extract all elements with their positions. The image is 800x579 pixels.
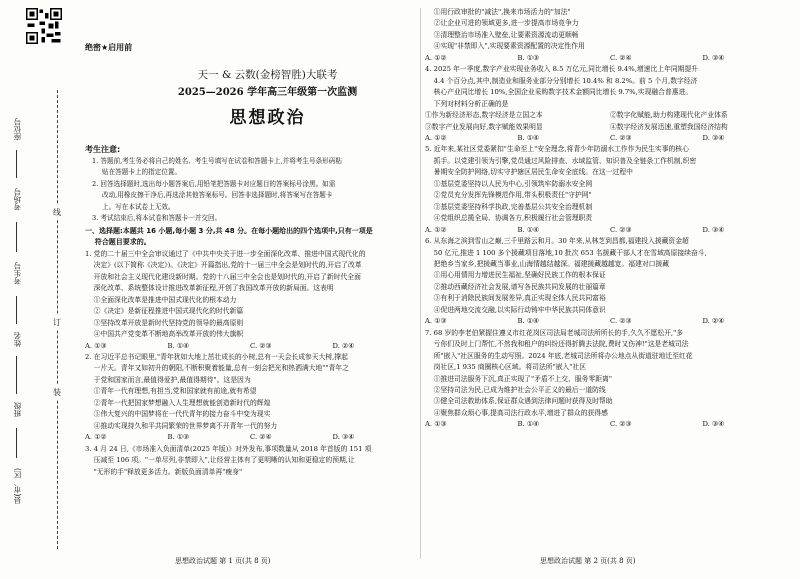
answer-option: D. ③④ — [702, 420, 725, 429]
question-text: 2. 在习近平总书记眼里,"青年犹如大地上茁壮成长的小树,总有一天会长成参天大树,撑起 — [85, 352, 348, 361]
left-column — [85, 226, 415, 478]
question-text: ①用心用情用力增进民生福祉,坚确好民族工作的根本保证 — [425, 271, 606, 280]
notice-item: 1. 答题前,考生务必将自己的姓名、考生号填写在试卷和答题卡上,并将考生号条形码粘 — [92, 157, 342, 165]
answer-option: A. ①③ — [425, 420, 447, 429]
question-text: ④推动实现持久和平共同繁荣的世界梦离不开青年一代的努力 — [85, 421, 278, 430]
answer-option: ④数字经济发展迅速,重塑我国经济结构 — [610, 122, 728, 131]
answer-option: ②数字化赋能,助力构建现代化产业体系 — [610, 111, 728, 120]
field-name: 姓名 — [13, 332, 22, 347]
question-text: ③有利于消除民族间发展差异,真正实现全体人民共同富裕 — [425, 294, 606, 303]
answer-option: ③数字产业发展向好,数字赋能效果明显 — [425, 122, 543, 131]
question-text: ①基层党委坚持以人民为中心,引领筑牢防溺水安全网 — [425, 179, 593, 188]
answer-option: B. ①④ — [517, 317, 540, 326]
answer-option: ①作为新经济形态,数字经济是立国之本 — [425, 111, 543, 120]
field-room-number: 考场号 — [13, 188, 22, 211]
confidential-mark: 绝密★启用前 — [85, 43, 133, 52]
question-text: ④实现"非禁即入",实现要素资源配置的决定性作用 — [425, 42, 585, 51]
question-text: 决定》(以下简称《决定》)。《决定》开篇指出,党的十一届三中全会是划时代的,开启了改革 — [85, 261, 362, 270]
answer-option: B. ①④ — [517, 225, 540, 234]
answer-option: A. ①② — [425, 225, 447, 234]
question-text: 4.4 个百分点,其中,制造业和服务业部分分别增长 10.4% 和 8.2%。前 5 个月,数字经济 — [425, 76, 698, 85]
answer-option: B. ①④ — [517, 420, 540, 429]
cut-mark-staple: 订 — [53, 315, 61, 330]
question-text: ②让企业可进的领域更多,进一步提高市场竞争力 — [425, 19, 579, 28]
qr-code-icon — [26, 8, 62, 44]
question-text: 6. 从东海之滨到雪山之巅,三千里路云和月。30 年来,从林芝到昌都,福建投入援藏资金超 — [425, 237, 689, 246]
field-class: 班级 — [13, 402, 22, 417]
answer-option: C. ②③ — [610, 225, 632, 234]
answer-option: C. ②④ — [610, 53, 632, 62]
answer-options — [85, 432, 415, 443]
question-text: 亏你们及时上门帮忙,不然我和租户的纠纷还得折腾去法院,费时又伤神!"这是老城司法 — [425, 340, 689, 349]
answer-option: D. ③④ — [702, 225, 725, 234]
answer-option: C. ②③ — [250, 341, 272, 350]
exam-name: 天一 & 云数(金榜智胜)大联考 — [197, 69, 338, 81]
answer-option: A. ①② — [425, 133, 447, 142]
question-text: ③健全司法救助体系,保证群众遇到法律问题时获得及时帮助 — [425, 397, 613, 406]
question-text: ④聚焦群众烦心事,提高司法行政水平,增进了群众的获得感 — [425, 408, 608, 417]
question-text: ②《决定》是新征程推进中国式现代化的时代新篇 — [85, 307, 244, 316]
question-text: 1. 党的二十届三中全会审议通过了《中共中央关于进一步全面深化改革、推进中国式现代化的 — [85, 249, 366, 258]
field-county: 县(市、区) — [13, 468, 22, 504]
cut-mark-line: 线 — [53, 205, 61, 220]
question-text: 7. 68 岁的李老伯紧握住遵义市红花岗区司法局老城司法所所长的手,久久不愿松开,"多 — [425, 328, 683, 337]
answer-options — [425, 53, 795, 64]
answer-options — [85, 341, 415, 352]
question-text: 暑期安全防护网络,切实守护辖区居民生命安全底线。在这一过程中 — [425, 168, 633, 177]
notice-item: 上。写在本试卷上无效。 — [102, 202, 175, 211]
fill-line — [16, 356, 17, 394]
notice-item: 3. 考试结束后,将本试卷和答题卡一并交回。 — [92, 214, 222, 223]
answer-option: B. ①③ — [517, 53, 540, 62]
answer-option: D. ③④ — [702, 53, 725, 62]
answer-option: B. ①③ — [167, 433, 190, 442]
answer-options — [425, 316, 795, 327]
question-text: 抓手。以党建引领为引擎,党员通过风险排查、水域监管、知识普及全链条工作机制,织密 — [425, 156, 697, 165]
section-heading: 一、选择题:本题共 16 小题,每小题 3 分,共 48 分。在每小题给出的四个选项中,只有一项是 — [85, 227, 373, 235]
question-text: 4. 2025 年一季度,数字产业实现业务收入 8.5 万亿元,同比增长 9.4%,增速比上年同期提升 — [425, 65, 699, 74]
question-text: 5. 近年来,某社区党委紧扣"生命至上"安全理念,将青少年防溺水工作作为民生实事的核心 — [425, 145, 689, 154]
answer-option: D. ②④ — [332, 341, 355, 350]
question-text: "无形的手"释放更多活力。新版负面清单再"瘦身" — [85, 467, 243, 476]
footer-right: 思想政治试题 第 2 页(共 8 页) — [540, 557, 636, 565]
subject-title: 思想政治 — [229, 108, 306, 128]
fill-line — [16, 428, 17, 458]
exam-year: 2025—2026 学年高三年级第一次监测 — [177, 87, 358, 98]
answer-options — [425, 225, 795, 236]
question-text: ②坚持司法为民,已成为维护社会公平正义的最后一道防线 — [425, 385, 606, 394]
answer-option: C. ②③ — [610, 420, 632, 429]
question-text: ①青年一代有理想,有担当,党和国家就有前途,就有希望 — [85, 387, 257, 396]
notice-list — [92, 156, 412, 224]
question-text: ①用行政审批的"减法",换来市场活力的"加法" — [425, 8, 571, 16]
question-text: 下列对材料分析正确的是 — [425, 99, 509, 108]
question-text: ④中国共产党变革不断地高举改革开放的伟大旗帜 — [85, 330, 244, 339]
question-text: ③清理整治市场准入壁垒,让要素资源流动更顺畅 — [425, 30, 579, 39]
question-text: 深化改革、系统整体设计推进改革新征程,开创了我国改革开放的新局面。这表明 — [85, 284, 334, 293]
question-text: 于党和国家而言,最值得爱护,最值得期待"。这是因为 — [85, 375, 251, 384]
right-column — [425, 7, 795, 431]
question-text: ①全面深化改革是推进中国式现代化的根本动力 — [85, 295, 237, 304]
section-heading: 符合题目要求的。 — [85, 238, 151, 247]
question-text: 所"嵌入"社区服务的生动写照。2024 年底,老城司法所将办公地点从街道驻地迁至红花 — [425, 351, 693, 360]
answer-option: A. ①③ — [425, 317, 447, 326]
cut-mark-bind: 装 — [53, 385, 61, 400]
question-text: 压减至 106 项。"一单尽列,非禁即入",让经营主体有了更明晰的认知和更稳定的预期,让 — [85, 456, 355, 465]
notice-item: 改动,用橡皮擦干净后,再选涂其他答案标号。回答非选择题时,将答案写在答题卡 — [102, 191, 333, 200]
answer-option: C. ②④ — [250, 433, 272, 442]
footer-left: 思想政治试题 第 1 页(共 8 页) — [175, 557, 271, 565]
notice-item: 2. 回答选择题时,选出每小题答案后,用铅笔把答题卡对应题目的答案标号涂黑。如需 — [92, 179, 336, 188]
question-text: ④促进两地交流交融,以实际行动铸牢中华民族共同体意识 — [425, 305, 606, 314]
fill-line — [16, 296, 17, 324]
page-divider — [420, 8, 421, 559]
answer-option: B. ①④ — [167, 341, 190, 350]
notice-item: 贴在答题卡上的指定位置。 — [102, 168, 182, 177]
answer-option: A. ①② — [85, 433, 107, 442]
question-text: ③基层党委坚持科学执政,完善基层公共安全治理机制 — [425, 202, 593, 211]
answer-option: D. ②④ — [702, 317, 725, 326]
question-text: ③伟大复兴的中国梦将在一代代青年的接力奋斗中变为现实 — [85, 410, 271, 419]
question-text: 开放和社会主义现代化建设新时期。党的十八届三中全会也是划时代的,开启了新时代全面 — [85, 272, 361, 281]
field-candidate-number: 考生号 — [13, 262, 22, 285]
question-text: 一片天。青年又如初升的朝阳,不断积聚着能量,总有一刻会把光和热洒满大地""青年之 — [85, 364, 349, 373]
answer-option: B. ①④ — [517, 133, 540, 142]
question-text: ②推动西藏经济社会发展,谱写各民族共同发展的壮丽篇章 — [425, 282, 606, 291]
question-text: 50 亿元,推进 1 100 多个援藏项目落地,10 批次 653 名援藏干部人才在雪域高原接续奋斗, — [425, 248, 707, 257]
fill-line — [16, 150, 17, 178]
question-text: ②青年一代把国家梦想融入人生理想就能创造新时代的辉煌 — [85, 398, 271, 407]
field-seat-number: 座位号 — [13, 118, 22, 141]
answer-option: A. ①② — [425, 53, 447, 62]
answer-option: C. ②③ — [610, 133, 632, 142]
answer-option: D. ③④ — [702, 133, 725, 142]
question-text: 3. 4 月 24 日,《市场准入负面清单(2025 年版)》对外发布,事项数量从 2018 年首版的 151 项 — [85, 444, 372, 453]
answer-options — [425, 122, 795, 133]
fill-line — [16, 222, 17, 252]
question-text: ①推进司法服务下沉,真正实现了"矛盾不上交、服务零距离" — [425, 374, 612, 383]
answer-option: A. ①③ — [85, 341, 107, 350]
question-text: 岗社区,1 935 商圈核心区域。将司法所"嵌入"社区 — [425, 363, 587, 372]
question-text: ③坚持改革开放是新时代坚持党的领导的最高原则 — [85, 318, 244, 327]
answer-option: D. ③④ — [332, 433, 355, 442]
question-text: 核心产业同比增长 10%,全国企业采购数字技术金额同比增长 9.7%,实现融合普惠进。 — [425, 88, 693, 97]
answer-options — [425, 110, 795, 121]
answer-options — [425, 133, 795, 144]
question-text: 把绝乡当家乡,把援藏当事业,山海情越结越深。福建援藏越越宽。福建对口援藏 — [425, 259, 670, 268]
question-text: ②党员充分发挥先锋模范作用,带头积极责任"守护网" — [425, 191, 592, 200]
answer-options — [425, 419, 795, 430]
notice-heading: 考生注意: — [85, 145, 121, 154]
question-text: ④党组织总揽全局、协调各方,积极履行社会管理职责 — [425, 214, 593, 223]
answer-option: C. ②③ — [610, 317, 632, 326]
